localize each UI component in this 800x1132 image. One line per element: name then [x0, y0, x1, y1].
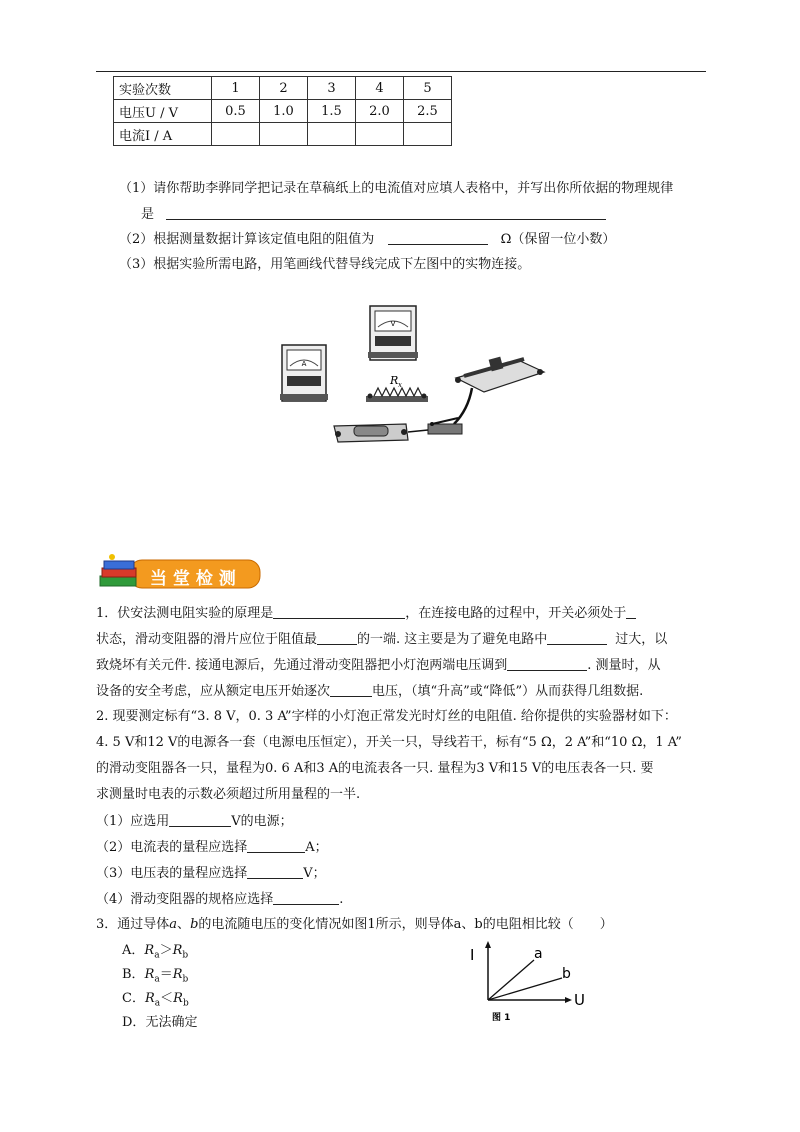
problem-text: 设备的安全考虑，应从额定电压开始逐次 — [96, 684, 331, 699]
option-letter: B． — [122, 967, 145, 982]
ammeter-letter: A — [301, 360, 307, 368]
option-c[interactable] — [122, 990, 189, 1013]
table-cell — [356, 123, 404, 146]
question-2-line — [119, 230, 615, 249]
data-table — [113, 76, 452, 146]
wire-segment — [408, 430, 428, 432]
problem-text: 的一端. 这主要是为了避免电路中 — [357, 632, 548, 647]
answer-blank[interactable] — [273, 604, 405, 619]
line-b — [488, 978, 562, 1000]
variable-b: b — [190, 917, 199, 932]
comparison-operator: ＞ — [159, 943, 173, 958]
problem-text: 的电流随电压的变化情况如图1所示，则导体a、b的电阻相比较（ ） — [198, 917, 613, 932]
resistance-symbol: R — [172, 967, 183, 982]
comparison-operator: ＝ — [159, 967, 173, 982]
resistor-subscript: x — [398, 381, 402, 389]
option-b[interactable] — [122, 966, 188, 989]
section-badge — [98, 552, 263, 592]
rheostat-icon — [455, 357, 544, 392]
problem-2-sub-4 — [96, 890, 706, 909]
top-rule — [96, 71, 706, 72]
option-text: 无法确定 — [145, 1015, 198, 1030]
table-row — [114, 123, 452, 146]
resistor-label: R — [390, 374, 399, 387]
ammeter-icon — [280, 345, 328, 401]
current-voltage-graph — [470, 940, 602, 1032]
y-axis-label: I — [470, 946, 475, 964]
problem-3-line — [96, 916, 706, 934]
option-a[interactable] — [122, 942, 188, 965]
resistance-symbol: R — [144, 991, 155, 1006]
line-a — [488, 960, 534, 1000]
table-cell: 电流I / A — [114, 123, 212, 146]
resistance-subscript: a — [154, 950, 160, 961]
table-cell: 1.5 — [308, 100, 356, 123]
problem-2-line-2: 4. 5 V和12 V的电源各一套（电源电压恒定），开关一只，导线若干，标有“5 Ω，2 A”和“10 Ω，1 A” — [96, 735, 682, 750]
voltmeter-icon — [368, 306, 418, 360]
problem-2-line-4: 求测量时电表的示数必须超过所用量程的一半. — [96, 787, 361, 802]
problem-text: 过大，以 — [615, 632, 668, 647]
answer-blank[interactable] — [330, 682, 372, 697]
table-cell: 4 — [356, 77, 404, 100]
comparison-operator: ＜ — [160, 991, 174, 1006]
resistor-icon — [366, 374, 428, 402]
answer-blank[interactable] — [166, 205, 606, 220]
problem-text: 致烧坏有关元件. 接通电源后，先通过滑动变阻器把小灯泡两端电压调到 — [96, 658, 508, 673]
answer-blank[interactable] — [247, 864, 303, 879]
problem-1-line-2 — [96, 630, 706, 649]
problem-2-line-1: 2. 现要测定标有“3. 8 V，0. 3 A”字样的小灯泡正常发光时灯丝的电阻值. 给你提供的实验器材如下： — [96, 709, 677, 724]
resistance-subscript: a — [154, 998, 161, 1009]
line-a-label: a — [534, 946, 543, 962]
problem-text: 1．伏安法测电阻实验的原理是 — [96, 606, 274, 621]
x-axis-label: U — [574, 991, 585, 1009]
table-cell: 3 — [308, 77, 356, 100]
option-letter: C． — [122, 991, 145, 1006]
problem-text: （4）滑动变阻器的规格应选择 — [96, 892, 274, 907]
resistance-subscript: b — [182, 998, 189, 1009]
resistance-symbol: R — [172, 943, 183, 958]
problem-2-sub-3 — [96, 864, 706, 883]
table-cell: 1.0 — [260, 100, 308, 123]
answer-blank[interactable] — [247, 838, 305, 853]
answer-blank[interactable] — [317, 630, 357, 645]
problem-text: V的电源； — [231, 814, 293, 829]
table-cell: 电压U / V — [114, 100, 212, 123]
answer-blank[interactable] — [507, 656, 587, 671]
problem-text: . 测量时，从 — [587, 658, 661, 673]
table-cell — [308, 123, 356, 146]
problem-text: （3）电压表的量程应选择 — [96, 866, 248, 881]
problem-1-line-1 — [96, 604, 706, 623]
table-cell — [404, 123, 452, 146]
problem-text: V； — [303, 866, 326, 881]
problem-1-line-3 — [96, 656, 706, 675]
resistance-symbol: R — [144, 967, 155, 982]
option-letter: A． — [122, 943, 145, 958]
problem-text: 、 — [177, 917, 191, 932]
answer-blank[interactable] — [626, 604, 636, 619]
problem-text: （2）电流表的量程应选择 — [96, 840, 248, 855]
table-cell: 5 — [404, 77, 452, 100]
resistance-symbol: R — [144, 943, 155, 958]
battery-icon — [334, 424, 408, 442]
problem-text: . — [339, 892, 344, 907]
problem-text: ，在连接电路的过程中，开关必须处于 — [405, 606, 627, 621]
problem-text: A； — [305, 840, 328, 855]
line-b-label: b — [562, 966, 571, 982]
voltmeter-letter: V — [390, 320, 396, 328]
problem-2-sub-1 — [96, 812, 706, 831]
question-1-line-2 — [141, 205, 606, 224]
question-1-prefix: 是 — [141, 207, 155, 222]
question-2-suffix: Ω（保留一位小数） — [500, 232, 616, 247]
resistance-symbol: R — [173, 991, 183, 1006]
problem-text: 电压，（填“升高”或“降低”）从而获得几组数据. — [372, 684, 644, 699]
table-cell: 2.5 — [404, 100, 452, 123]
table-row — [114, 100, 452, 123]
resistance-subscript: a — [154, 974, 160, 985]
y-axis-arrow-icon — [485, 941, 491, 948]
problem-text: （1）应选用 — [96, 814, 170, 829]
circuit-components-figure — [278, 300, 550, 450]
table-cell — [260, 123, 308, 146]
resistance-subscript: b — [182, 950, 189, 961]
option-letter: D． — [122, 1015, 146, 1030]
answer-blank[interactable] — [169, 812, 231, 827]
question-2-text: （2）根据测量数据计算该定值电阻的阻值为 — [119, 232, 375, 247]
problem-text: 状态，滑动变阻器的滑片应位于阻值最 — [96, 632, 318, 647]
problem-2-line-3: 的滑动变阻器各一只，量程为0. 6 A和3 A的电流表各一只. 量程为3 V和15 V的电压表各一只. 要 — [96, 761, 654, 776]
figure-caption: 图 1 — [492, 1013, 511, 1023]
table-cell: 0.5 — [212, 100, 260, 123]
table-cell: 实验次数 — [114, 77, 212, 100]
table-cell: 2.0 — [356, 100, 404, 123]
table-cell — [212, 123, 260, 146]
table-cell: 2 — [260, 77, 308, 100]
problem-text: 3．通过导体 — [96, 917, 170, 932]
option-d[interactable] — [122, 1014, 197, 1032]
answer-blank[interactable] — [273, 890, 339, 905]
answer-blank[interactable] — [547, 630, 607, 645]
x-axis-arrow-icon — [565, 997, 572, 1003]
resistance-subscript: b — [182, 974, 189, 985]
table-cell: 1 — [212, 77, 260, 100]
table-row — [114, 77, 452, 100]
problem-2-sub-2 — [96, 838, 706, 857]
variable-a: a — [169, 917, 178, 932]
answer-blank[interactable] — [388, 230, 488, 245]
question-1-line-1: （1）请你帮助李骅同学把记录在草稿纸上的电流值对应填人表格中，并写出你所依据的物理规律 — [119, 181, 674, 196]
question-3-line: （3）根据实验所需电路，用笔画线代替导线完成下左图中的实物连接。 — [119, 257, 531, 272]
problem-1-line-4 — [96, 682, 706, 701]
section-title: 当 堂 检 测 — [150, 569, 236, 589]
